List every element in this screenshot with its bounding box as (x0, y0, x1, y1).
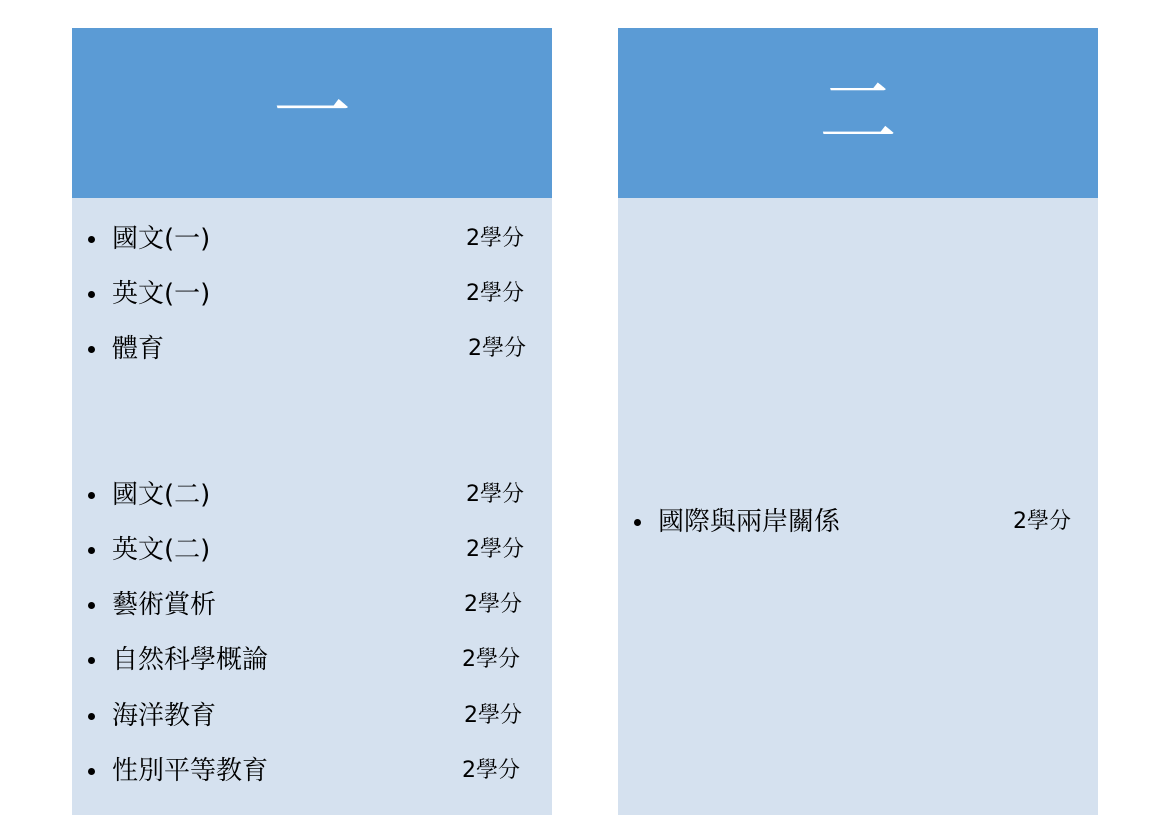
course-item (72, 696, 552, 736)
course-name: 國文(二) (112, 480, 211, 510)
course-item (72, 585, 552, 625)
course-credits: 2學分 (466, 226, 524, 251)
semester-header-2 (618, 28, 1098, 198)
course-item (72, 530, 552, 570)
bullet-icon (88, 547, 95, 554)
course-credits: 2學分 (462, 647, 520, 672)
bullet-icon (88, 602, 95, 609)
course-name: 性別平等教育 (112, 756, 269, 786)
semester-column-2 (618, 28, 1098, 815)
course-name: 體育 (112, 334, 165, 364)
course-name: 國文(一) (112, 224, 211, 254)
course-credits: 2學分 (464, 592, 522, 617)
course-name: 國際與兩岸關係 (658, 507, 841, 537)
course-item (72, 329, 552, 369)
course-item (72, 475, 552, 515)
bullet-icon (88, 346, 95, 353)
bullet-icon (88, 291, 95, 298)
bullet-icon (88, 492, 95, 499)
bullet-icon (88, 713, 95, 720)
semester-title-1: 一 (272, 68, 351, 158)
bullet-icon (634, 519, 641, 526)
course-credits: 2學分 (1013, 509, 1071, 534)
course-item (72, 219, 552, 259)
course-credits: 2學分 (466, 482, 524, 507)
course-item (618, 502, 1098, 542)
course-item (72, 274, 552, 314)
bullet-icon (88, 236, 95, 243)
semester-title-2: 二 (818, 68, 897, 158)
bullet-icon (88, 768, 95, 775)
course-credits: 2學分 (462, 758, 520, 783)
course-name: 海洋教育 (112, 701, 217, 731)
course-credits: 2學分 (466, 281, 524, 306)
course-name: 藝術賞析 (112, 590, 217, 620)
course-name: 自然科學概論 (112, 645, 269, 675)
course-name: 英文(二) (112, 535, 211, 565)
course-credits: 2學分 (466, 537, 524, 562)
course-credits: 2學分 (468, 336, 526, 361)
course-name: 英文(一) (112, 279, 211, 309)
course-credits: 2學分 (464, 703, 522, 728)
course-item (72, 751, 552, 791)
semester-column-1 (72, 28, 552, 815)
course-item (72, 640, 552, 680)
semester-header-1 (72, 28, 552, 198)
bullet-icon (88, 657, 95, 664)
